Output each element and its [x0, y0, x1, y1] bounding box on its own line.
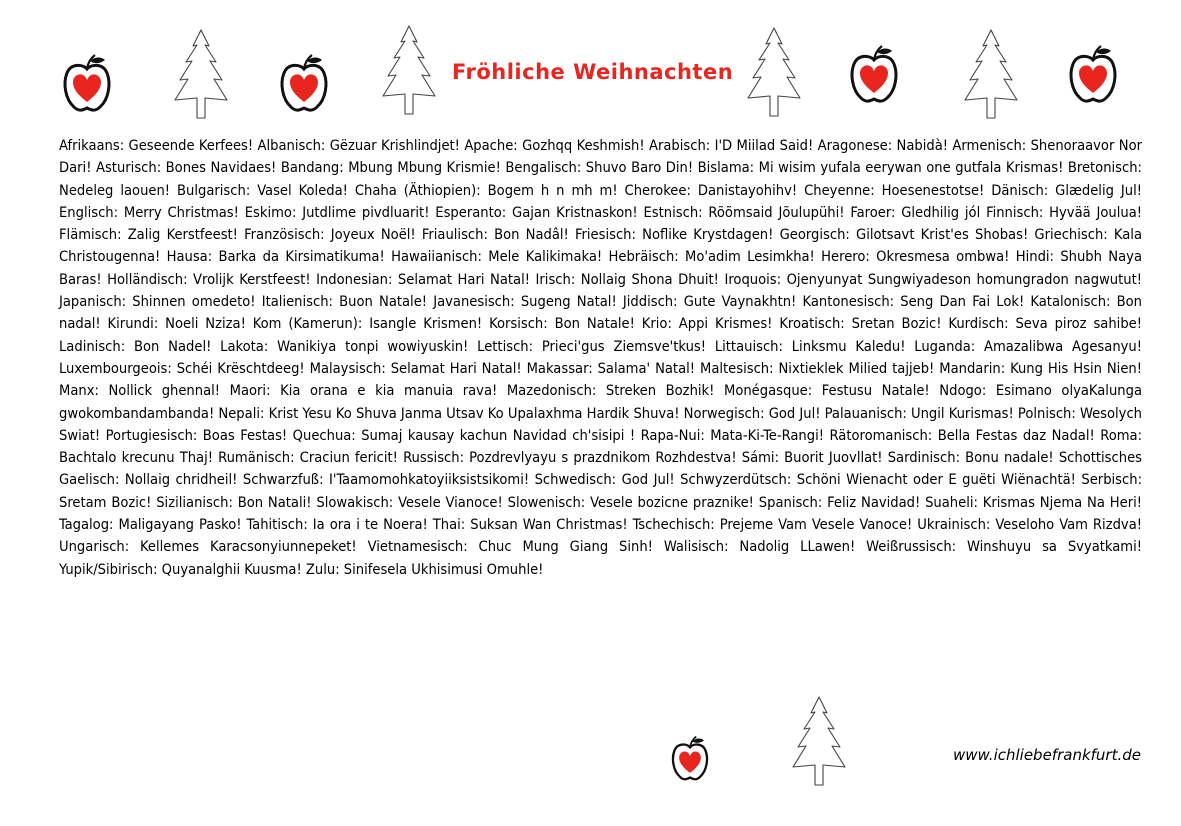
christmas-tree-icon — [380, 24, 438, 116]
apple-heart-icon — [670, 735, 710, 783]
greetings-text: Afrikaans: Geseende Kerfees! Albanisch: Gëzuar Krishlindjet! Apache: Gozhqq Keshmish! Arabisch: I'D Miilad Said! Aragonese: Nabidà! Armenisch: Shenoraavor Nor Dari! Asturisch: Bones Navidaes! Bandang: Mbung Mbung Krismie! Bengalisch: Shuvo Baro Din! Bislama: Mi wisim yufala eerywan one gutfala Krismas! Bretonisch: Nedeleg laouen! Bulgarisch: Vasel Koleda! Chaha (Äthiopien): Bogem h n mh m! Cherokee: Danistayohihv! Cheyenne: Hoesenestotse! Dänisch: Glædelig Jul! Englisch: Merry Christmas! Eskimo: Jutdlime pivdluarit! Esperanto: Gajan Kristnaskon! Estnisch: Rõõmsaid Jõulupühi! Faroer: Gledhilig jól Finnisch: Hyvää Joulua! Flämisch: Zalig Kerstfeest! Französisch: Joyeux Noël! Friaulisch: Bon Nadâl! Friesisch: Noflike Krystdagen! Georgisch: Gilotsavt Krist'es Shobas! Griechisch: Kala Christougenna! Hausa: Barka da Kirsimatikuma! Hawaiianisch: Mele Kalikimaka! Hebräisch: Mo'adim Lesimkha! Herero: Okresmesa ombwa! Hindi: Shubh Naya Baras! Holländisch: Vrolijk Kerstfeest! Indonesian: Selamat Hari Natal! Irisch: Nollaig Shona Dhuit! Iroquois: Ojenyunyat Sungwiyadeson homungradon nagwutut! Japanisch: Shinnen omedeto! Italienisch: Buon Natale! Javanesisch: Sugeng Natal! Jiddisch: Gute Vaynakhtn! Kantonesisch: Seng Dan Fai Lok! Katalonisch: Bon nadal! Kirundi: Noeli Nziza! Kom (Kamerun): Isangle Krismen! Korsisch: Bon Natale! Krio: Appi Krismes! Kroatisch: Sretan Bozic! Kurdisch: Seva piroz sahibe! Ladinisch: Bon Nadel! Lakota: Wanikiya tonpi wowiyuskin! Lettisch: Prieci'gus Ziemsve'tkus! Littauisch: Linksmu Kaledu! Luganda: Amazalibwa Agesanyu! Luxembourgeois: Schéi Krëschtdeeg! Malaysisch: Selamat Hari Natal! Makassar: Salama' Natal! Maltesisch: Nixtieklek Milied tajjeb! Mandarin: Kung His Hsin Nien! Manx: Nollick ghennal! Maori: Kia orana e kia manuia rava! Mazedonisch: Streken Bozhik! Monégasque: Festusu Natale! Ndogo: Esimano olyaKalunga gwokombandambanda! Nepali: Krist Yesu Ko Shuva Janma Utsav Ko Upalaxhma Hardik Shuva! Norwegisch: God Jul! Palauanisch: Ungil Kurismas! Polnisch: Wesolych Swiat! Portugiesisch: Boas Festas! Quechua: Sumaj kausay kachun Navidad ch'sisipi ! Rapa-Nui: Mata-Ki-Te-Rangi! Rätoromanisch: Bella Festas daz Nadal! Roma: Bachtalo krecunu Thaj! Rumänisch: Craciun fericit! Russisch: Pozdrevlyayu s prazdnikom Rozhdestva! Sámi: Buorit Juovllat! Sardinisch: Bonu nadale! Schottisches Gaelisch: Nollaig chridheil! Schwarzfuß: I'Taamomohkatoyiiksistsikomi! Schwedisch: God Jul! Schwyzerdütsch: Schöni Wienacht oder E guëti Wiënachtä! Serbisch: Sretam Bozic! Sizilianisch: Bon Natali! Slowakisch: Vesele Vianoce! Slowenisch: Vesele bozicne praznike! Spanisch: Feliz Navidad! Suaheli: Krismas Njema Na Heri! Tagalog: Maligayang Pasko! Tahitisch: Ia ora i te Noera! Thai: Suksan Wan Christmas! Tschechisch: Prejeme Vam Vesele Vanoce! Ukrainisch: Veseloho Vam Rizdva! Ungarisch: Kellemes Karacsonyiunnepeket! Vietnamesisch: Chuc Mung Giang Sinh! Walisisch: Nadolig LLawen! Weißrussisch: Winshuyu sa Svyatkami! Yupik/Sibirisch: Quyanalghii Kuusma! Zulu: Sinifesela Ukhisimusi Omuhle! — [59, 137, 1142, 578]
christmas-tree-icon — [745, 26, 803, 118]
christmas-tree-icon — [962, 28, 1020, 120]
apple-heart-icon — [62, 53, 112, 115]
footer-url: www.ichliebefrankfurt.de — [952, 746, 1141, 764]
christmas-tree-icon — [172, 28, 230, 120]
apple-heart-icon — [279, 53, 329, 115]
christmas-tree-icon — [790, 695, 848, 787]
apple-heart-icon — [849, 44, 899, 106]
apple-heart-icon — [1068, 44, 1118, 106]
page-title: Fröhliche Weihnachten — [452, 60, 734, 84]
